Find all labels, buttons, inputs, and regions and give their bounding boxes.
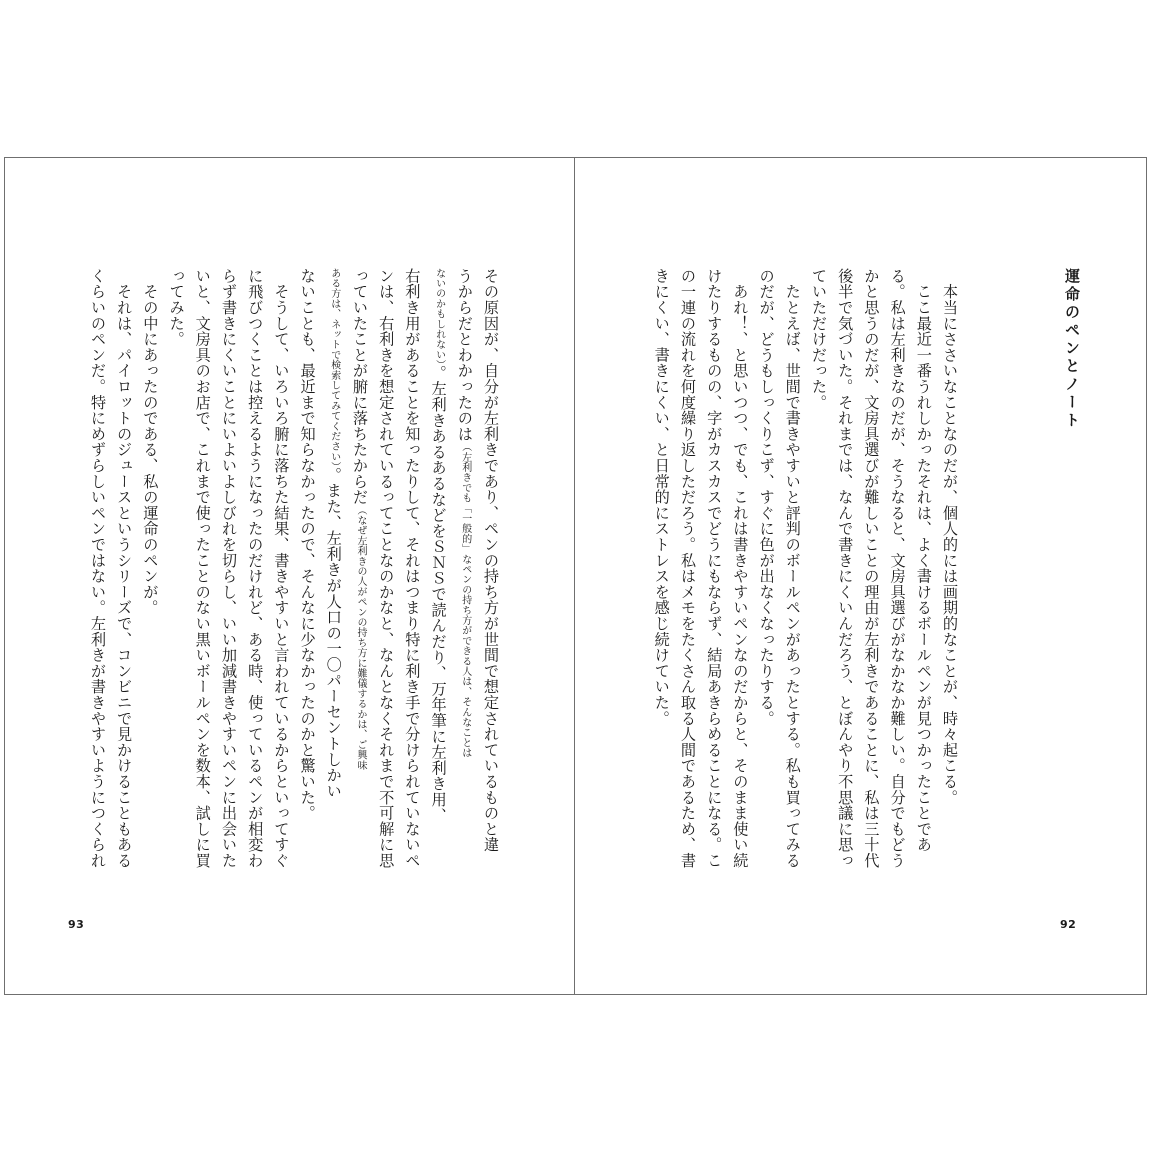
text-run: る。私は左利きなのだが、そうなると、文房具選びがなかなか難しい。自分でもどう xyxy=(888,268,907,869)
left-body-text xyxy=(68,268,504,908)
spine-gutter xyxy=(574,157,575,995)
text-line xyxy=(911,268,937,908)
text-line xyxy=(373,268,399,908)
text-run: ここ最近一番うれしかったそれは、よく書けるボールペンが見つかったことであ xyxy=(914,268,933,853)
text-line xyxy=(649,268,675,908)
text-line xyxy=(111,268,137,908)
chapter-title: 運命のペンとノート xyxy=(1063,268,1081,430)
inline-note: ないのかもしれない） xyxy=(433,268,445,365)
text-line xyxy=(675,268,701,908)
text-line xyxy=(216,268,242,908)
text-run: かと思うのだが、文房具選びが難しいことの理由が左利きであることに、私は三十代 xyxy=(862,268,881,869)
text-line xyxy=(884,268,910,908)
text-run: ってみた。 xyxy=(167,268,186,347)
text-line xyxy=(85,268,111,908)
text-line xyxy=(268,268,294,908)
text-run: たとえば、世間で書きやすいと評判のボールペンがあったとする。私も買ってみる xyxy=(783,268,802,869)
text-line xyxy=(294,268,320,908)
text-run: それは、パイロットのジュースというシリーズで、コンビニで見かけることもある xyxy=(115,268,134,869)
text-run: 。左利きあるあるなどをＳＮＳで読んだり、万年筆に左利き用、 xyxy=(429,365,448,824)
text-line xyxy=(858,268,884,908)
page-number-left: 93 xyxy=(68,918,85,931)
text-run: 右利き用があることを知ったりして、それはつまり特に利き手で分けられていないペ xyxy=(403,268,422,869)
text-run: くらいのペンだ。特にめずらしいペンではない。左利きが書きやすいようにつくられ xyxy=(88,268,107,869)
right-body-text xyxy=(635,268,963,908)
text-run: に飛びつくことは控えるようになったのだけれど、ある時、使っているペンが相変わ xyxy=(246,268,265,869)
text-line xyxy=(190,268,216,908)
text-run: 後半で気づいた。それまでは、なんで書きにくいんだろう、とぼんやり不思議に思っ xyxy=(836,268,855,869)
text-run: うからだとわかったのは xyxy=(455,268,474,442)
text-line xyxy=(780,268,806,908)
inline-note: ある方は、ネットで検索してみてください） xyxy=(328,268,340,467)
text-line xyxy=(727,268,753,908)
text-run: けたりするものの、字がカスカスでどうにもならず、結局あきらめることになる。こ xyxy=(705,268,724,869)
text-run: あれ！、と思いつつ、でも、これは書きやすいペンなのだからと、そのまま使い続 xyxy=(731,268,750,869)
text-line xyxy=(347,268,373,908)
text-line xyxy=(399,268,425,908)
text-line xyxy=(753,268,779,908)
page-number-right: 92 xyxy=(1060,918,1077,931)
text-run: その中にあったのである、私の運命のペンが。 xyxy=(141,268,160,616)
text-line xyxy=(832,268,858,908)
text-run: っていたことが腑に落ちたからだ xyxy=(350,268,369,505)
inline-note: （なぜ左利きの人がペンの持ち方に難儀するかは、ご興味 xyxy=(354,505,366,771)
text-run: その原因が、自分が左利きであり、ペンの持ち方が世間で想定されているものと違 xyxy=(482,268,500,853)
text-line xyxy=(163,268,189,908)
text-run: いと、文房具のお店で、これまで使ったことのない黒いボールペンを数本、試しに買 xyxy=(193,268,212,869)
text-line xyxy=(937,268,963,908)
text-run: 本当にささいなことなのだが、個人的には画期的なことが、時々起こる。 xyxy=(941,268,959,806)
text-run: そうして、いろいろ腑に落ちた結果、書きやすいと言われているからといってすぐ xyxy=(272,268,291,869)
text-run: のだが、どうもしっくりこず、すぐに色が出なくなったりする。 xyxy=(757,268,776,727)
text-run: きにくい、書きにくい、と日常的にストレスを感じ続けていた。 xyxy=(652,268,671,727)
text-line xyxy=(425,268,451,908)
text-line xyxy=(321,268,347,908)
text-run: の一連の流れを何度繰り返しただろう。私はメモをたくさん取る人間であるため、書 xyxy=(678,268,697,869)
text-run: ないことも、最近まで知らなかったので、そんなに少なかったのかと驚いた。 xyxy=(298,268,317,821)
text-line xyxy=(452,268,478,908)
text-line xyxy=(806,268,832,908)
inline-note: （左利きでも「一般的」なペンの持ち方ができる人は、そんなことは xyxy=(459,441,471,759)
text-line xyxy=(242,268,268,908)
text-line xyxy=(701,268,727,908)
text-line xyxy=(137,268,163,908)
text-run: 。また、左利きが人口の一〇パーセントしかい xyxy=(324,467,343,799)
text-line xyxy=(478,268,504,908)
text-run: らず書きにくいことにいよいよしびれを切らし、いい加減書きやすいペンに出会いた xyxy=(219,268,238,869)
text-run: ていただけだった。 xyxy=(809,268,828,411)
text-run: ンは、右利きを想定されているってことなのかなと、なんとなくそれまで不可解に思 xyxy=(377,268,396,869)
